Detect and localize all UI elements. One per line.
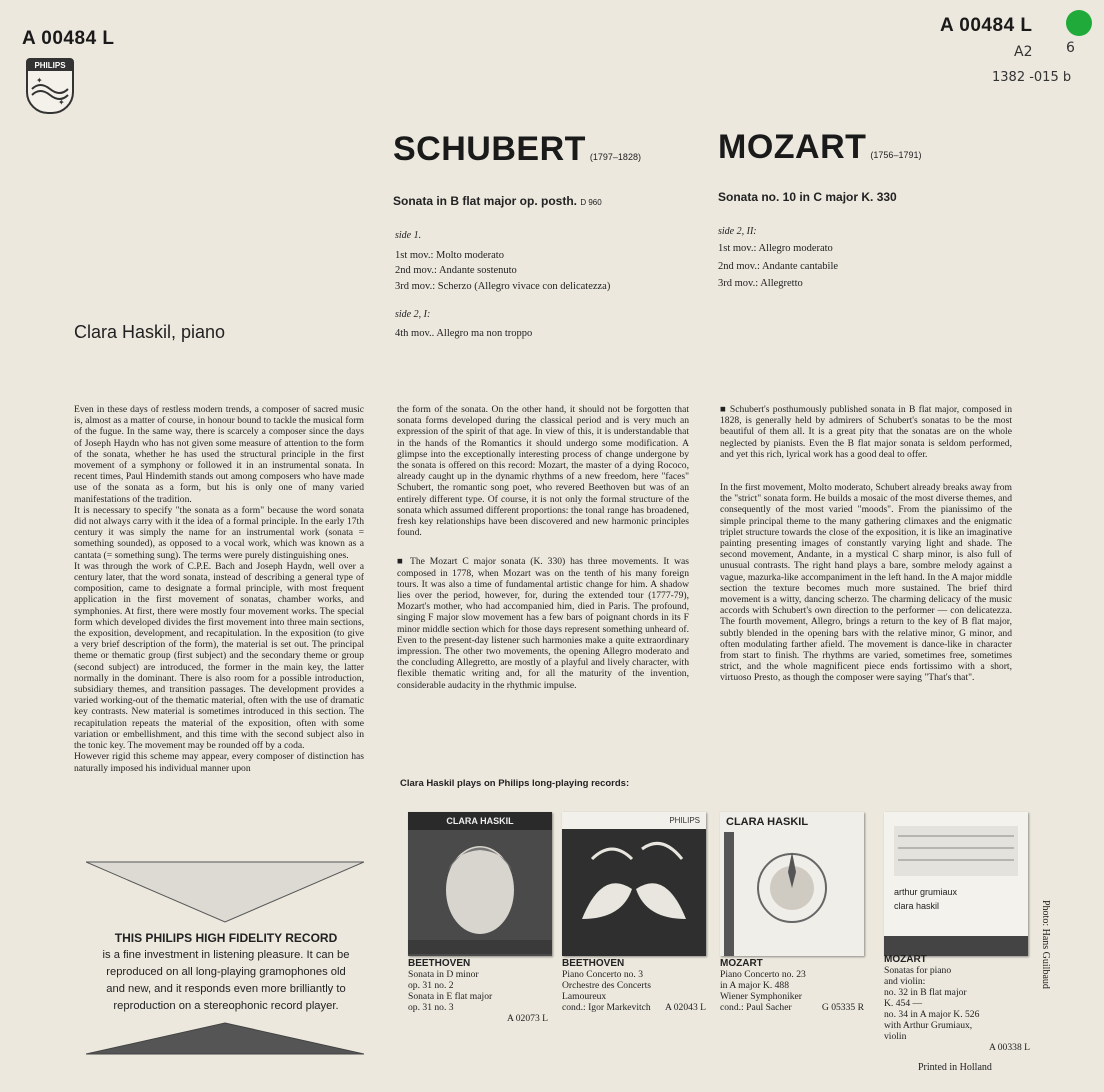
caption-2-composer: BEETHOVEN — [562, 958, 625, 969]
col1-paragraph: Even in these days of restless modern trends, a composer of sacred music is, almost as a matter of course, in honour bound to tackle the musical form of the fugue. In the same way, there is scarcely a composer since the days of Joseph Haydn who has not given some measure of attention to the form of the sonata, whether he has used the structural principle in the first movement of a symphony or followed it in an instrumental sonata. In recent times, Paul Hindemith stands out among composers who have made use of the sonata as a form, but his is only one of many varied manifestations of the tradition. — [74, 404, 364, 505]
caption-3-composer: MOZART — [720, 958, 763, 969]
hifi-line-2: is a fine investment in listening pleasure. It can be — [102, 949, 350, 961]
mozart-mov3: 3rd mov.: Allegretto — [718, 278, 803, 289]
mozart-mov2: 2nd mov.: Andante cantabile — [718, 261, 839, 272]
handwritten-a: A2 — [1014, 44, 1033, 60]
mozart-name: MOZART — [718, 128, 867, 166]
schubert-side2: side 2, I: — [395, 309, 431, 320]
caption-4-line: with Arthur Grumiaux, — [884, 1020, 973, 1031]
schubert-years: (1797–1828) — [589, 152, 641, 162]
caption-4-line: no. 34 in A major K. 526 — [884, 1009, 980, 1020]
caption-3-line: Piano Concerto no. 23 — [720, 969, 806, 980]
col1-paragraph: However rigid this scheme may appear, every composer of distinction has naturally imposed his individual manner upon — [74, 751, 364, 774]
schubert-mov4: 4th mov.. Allegro ma non troppo — [395, 328, 533, 339]
caption-1-line: Sonata in E flat major — [408, 991, 493, 1002]
record-cover-1[interactable] — [408, 812, 552, 956]
record-cover-2[interactable] — [562, 812, 706, 956]
hifi-line-1: THIS PHILIPS HIGH FIDELITY RECORD — [114, 931, 338, 945]
ornament-illustration-icon — [720, 832, 864, 956]
philips-logo — [26, 58, 74, 114]
portrait-illustration-icon — [408, 830, 552, 954]
photo-credit: Photo: Hans Guilbaud — [1040, 900, 1051, 989]
hifi-top-triangle — [86, 860, 364, 924]
caption-4-line: Sonatas for piano — [884, 965, 952, 976]
record-cover-3[interactable] — [720, 812, 864, 956]
cover-4-footer — [884, 936, 1028, 956]
caption-1-line: Sonata in D minor — [408, 969, 479, 980]
caption-1-line: op. 31 no. 2 — [408, 980, 454, 991]
handwritten-c: 1382 -015 b — [992, 70, 1072, 85]
cover-3-text: CLARA HASKIL — [726, 816, 809, 828]
schubert-mov2: 2nd mov.: Andante sostenuto — [395, 265, 517, 276]
caption-3-line: cond.: Paul Sacher — [720, 1002, 792, 1013]
svg-text:✦: ✦ — [58, 98, 65, 107]
hifi-line-4: and new, and it responds even more brilliantly to — [106, 983, 346, 995]
caption-2-line: cond.: Igor Markevitch — [562, 1002, 651, 1013]
liner-notes-column-3 — [720, 404, 1012, 684]
col2-paragraph: the form of the sonata. On the other hand, it should not be forgotten that sonata forms developed during the classical period and is very much an expression of the spirit of that age. In view of this, it is understandable that in the hands of the Romantics it should undergo some modification. A glimpse into the exceptionally interesting process of change undergone by the sonata is offered on this record: Mozart, the master of a dying Rococo, already caught up in the dynamic rhythms of a new freedom, here "faces" Schubert, the romantic song poet, who revered Beethoven but was of an entirely different type. Of course, it is not only the formal structure of the sonata which assumed different proportions: the tonal range has broadened, fresh key relationships have been discovered and new harmonic principles found. — [397, 404, 689, 539]
schubert-name: SCHUBERT — [393, 130, 586, 168]
caption-2-catalog: A 02043 L — [664, 1002, 706, 1013]
col2-paragraph: ■ The Mozart C major sonata (K. 330) has three movements. It was composed in 1778, when Mozart was on the tenth of his many foreign tours. It was also a time of fundamental artistic change for him. A shadow lies over the period, however, for, during the extended tour (1777-79), Mozart's mother, who had accompanied him, died in Paris. The profound, singing F major slow movement has a few bars of poignant chords in its F minor middle section which for those days represent something unheard of. Even to the present-day listener such harmonies make a quite extraordinary impression. The other two movements, the opening Allegro moderato and the concluding Allegretto, are mostly of a playful and lively character, with flexible thematic writing and, for all the maturity of the invention, considerable audacity in the rhythmic impulse. — [397, 556, 689, 691]
caption-4-line: and violin: — [884, 976, 926, 987]
caption-2-line: Orchestre des Concerts — [562, 980, 651, 991]
liner-notes-column-2 — [397, 404, 689, 691]
handwritten-b: 6 — [1066, 40, 1075, 56]
caption-3-line: in A major K. 488 — [720, 980, 790, 991]
caption-1-line: op. 31 no. 3 — [408, 1002, 454, 1013]
caption-1-composer: BEETHOVEN — [408, 958, 471, 969]
caption-3-line: Wiener Symphoniker — [720, 991, 802, 1002]
caption-4-line: K. 454 — — [884, 998, 923, 1009]
hifi-notice — [68, 930, 384, 1015]
caption-4-line: no. 32 in B flat major — [884, 987, 967, 998]
caption-3-catalog: G 05335 R — [821, 1002, 864, 1013]
caption-1-catalog: A 02073 L — [506, 1013, 548, 1024]
philips-logo-text: PHILIPS — [28, 60, 72, 71]
music-score-icon — [884, 812, 1028, 882]
mozart-heading — [718, 128, 921, 167]
schubert-side1: side 1. — [395, 230, 422, 241]
schubert-mov1: 1st mov.: Molto moderato — [395, 250, 504, 261]
cover-2-text: PHILIPS — [562, 812, 706, 829]
caption-4-catalog: A 00338 L — [988, 1042, 1030, 1053]
col3-paragraph: In the first movement, Molto moderato, Schubert already breaks away from the "strict" sonata form. He builds a mosaic of the most diverse themes, and consequently of the most varied "moods". From the pianissimo of the simple principal theme to the many gathering climaxes and the enigmatic triplet structure towards the close of the exposition, it is like an imaginative painting presenting images of constantly varying light and shade. The second movement, Andante, in a mystical C sharp minor, is also full of unusual contrasts. The right hand plays a bare, sombre melody against a vague, mazurka-like accompaniment in the left hand. In the A major middle section the texture becomes much more sustained. The brief third movement is a witty, dancing scherzo. The charming delicacy of the music accords with Schubert's own direction to the performer — con delicatezza. The fourth movement, Allegro, brings a return to the key of B flat major, subtly blended in the opening bars with the relative minor, G minor, and often modulating farther afield. The movement is dance-like in character from start to finish. The rhythms are varied, sometimes free, sometimes strict, and the whole magnificent piece ends fortissimo with a short, virtuoso Presto, as though the composer were saying "That's that". — [720, 482, 1012, 684]
hifi-bottom-triangle — [86, 1022, 364, 1056]
col1-paragraph: It is necessary to specify "the sonata as a form" because the word sonata did not always carry with it the idea of a formal principle. In the early 17th century it was simply the name for an instrumental work (sonata = something sounded), as opposed to a vocal work, which was known as a cantata (= something sung). The terms were purely distinguishing ones. — [74, 504, 364, 561]
mozart-mov1: 1st mov.: Allegro moderato — [718, 243, 833, 254]
catalog-number-left: A 00484 L — [22, 28, 115, 49]
cover-4-text-1: arthur grumiaux — [894, 887, 958, 897]
birds-illustration-icon — [562, 829, 706, 955]
liner-notes-column-1 — [74, 404, 364, 774]
record-caption-3 — [720, 958, 864, 1013]
mozart-years: (1756–1791) — [870, 150, 922, 160]
green-sticker-dot — [1066, 10, 1092, 36]
printed-in: Printed in Holland — [918, 1062, 992, 1073]
cover-1-text: CLARA HASKIL — [408, 812, 552, 830]
record-caption-2 — [562, 958, 706, 1013]
artist-line: Clara Haskil, piano — [74, 322, 226, 342]
schubert-heading — [393, 130, 641, 169]
caption-2-line: Lamoureux — [562, 991, 607, 1002]
cover-4-text-2: clara haskil — [894, 901, 940, 911]
hifi-line-3: reproduced on all long-playing gramophones old — [106, 966, 346, 978]
philips-star-wave-icon — [28, 71, 72, 109]
caption-2-line: Piano Concerto no. 3 — [562, 969, 644, 980]
schubert-work-d: D 960 — [580, 198, 602, 207]
schubert-work-title: Sonata in B flat major op. posth. — [393, 194, 578, 208]
schubert-mov3: 3rd mov.: Scherzo (Allegro vivace con delicatezza) — [395, 281, 611, 292]
svg-text:✦: ✦ — [36, 76, 43, 85]
caption-4-line: violin — [884, 1031, 907, 1042]
catalog-number-right: A 00484 L — [940, 15, 1033, 36]
record-caption-4 — [884, 954, 1030, 1053]
record-caption-1 — [408, 958, 548, 1024]
col3-paragraph: ■ Schubert's posthumously published sonata in B flat major, composed in 1828, is generally held by admirers of Schubert's sonatas to be the most beautiful of them all. It is a great pity that the sonatas are on the whole neglected by pianists. Even the B flat major sonata is seldom performed, and yet this rich, lyrical work has a good deal to offer. — [720, 404, 1012, 460]
mozart-side: side 2, II: — [718, 226, 757, 237]
hifi-line-5: reproduction on a stereophonic record player. — [113, 1000, 339, 1012]
record-cover-4[interactable] — [884, 812, 1028, 956]
mozart-work: Sonata no. 10 in C major K. 330 — [718, 190, 897, 204]
records-heading: Clara Haskil plays on Philips long-playing records: — [400, 778, 630, 789]
caption-4-composer: MOZART — [884, 954, 927, 965]
col1-paragraph: It was through the work of C.P.E. Bach and Joseph Haydn, well over a century later, that the word sonata, instead of describing a general type of composition, came to designate a formal principle, with most frequent application in the first movement of sonatas, chamber works, and symphonies. At first, there were mostly four movement works. The special form which developed divides the first movement into three main sections, the exposition, development, and recapitulation. In the exposition (to give a very brief description of the form), the material is set out. The principal theme or thematic group (first subject) and the secondary theme or group (second subject) are introduced, the former in the main key, the latter normally in the dominant. There is also room for a possible introduction, subsidiary themes, and transition passages. The development provides a varied working-out of the thematic material, often with the use of dramatic key contrasts. New material is sometimes introduced in this section. The recapitulation repeats the material of the exposition, often with some variation or embellishment, and this time with the second subject also in the tonic key. The movement may be rounded off by a coda. — [74, 560, 364, 752]
schubert-work — [393, 194, 602, 208]
